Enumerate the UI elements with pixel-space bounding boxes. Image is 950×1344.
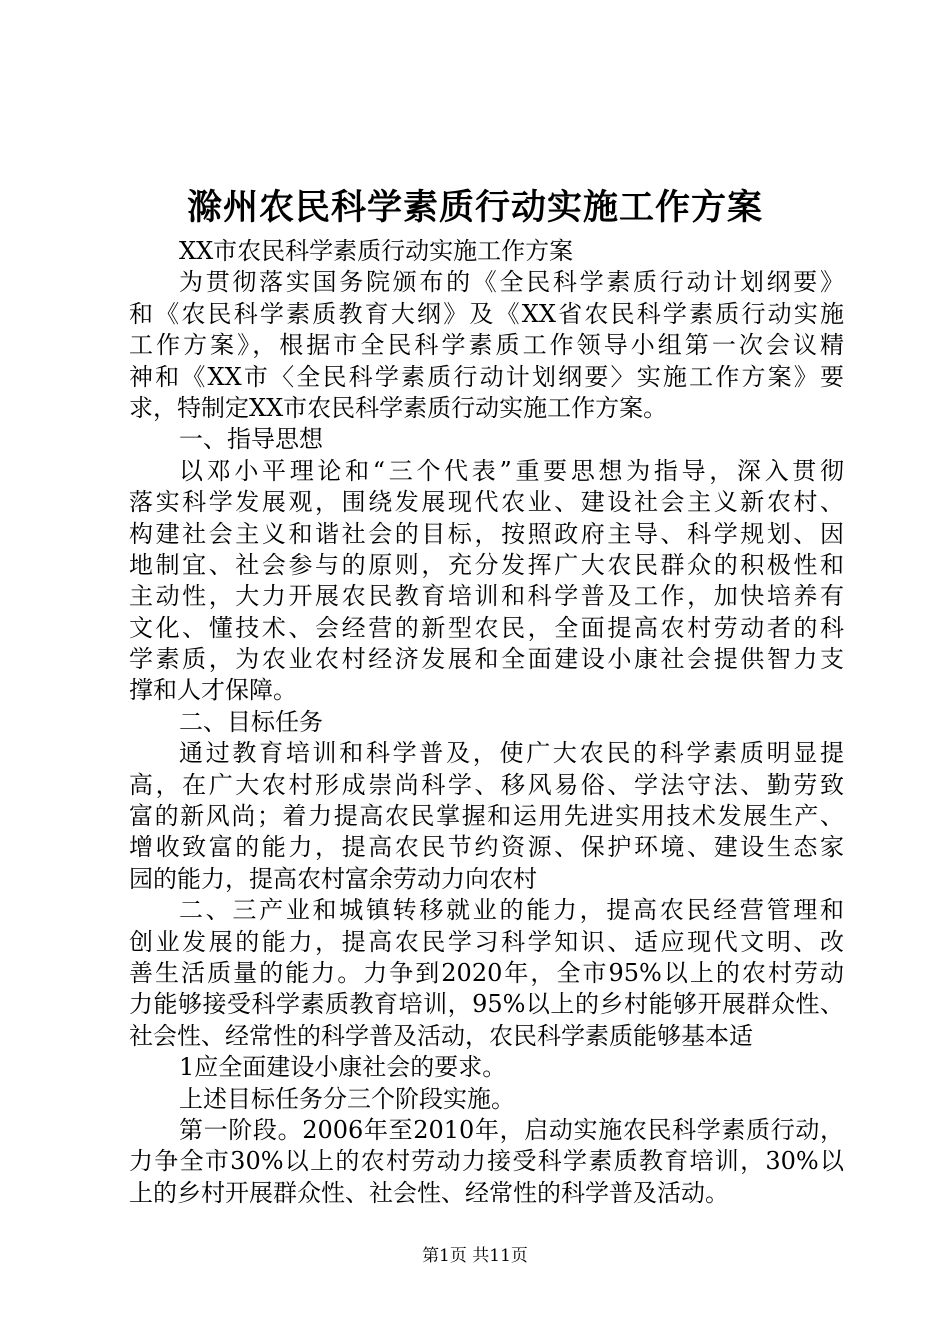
paragraph-line: 上的乡村开展群众性、社会性、经常性的科学普及活动。 [129, 1178, 729, 1207]
paragraph-line: 和《农民科学素质教育大纲》及《XX省农民科学素质行动实施 [129, 299, 844, 328]
paragraph-line: 创业发展的能力，提高农民学习科学知识、适应现代文明、改 [129, 927, 844, 956]
paragraph-line: 高，在广大农村形成崇尚科学、移风易俗、学法守法、勤劳致 [129, 770, 844, 799]
section-heading: 二、目标任务 [179, 707, 323, 736]
paragraph-line: 增收致富的能力，提高农民节约资源、保护环境、建设生态家 [129, 833, 844, 862]
page-footer: 第1页 共11页 [422, 1246, 528, 1266]
paragraph-line: 主动性，大力开展农民教育培训和科学普及工作，加快培养有 [129, 582, 844, 611]
paragraph-line: 为贯彻落实国务院颁布的《全民科学素质行动计划纲要》 [179, 268, 844, 297]
paragraph-line: 构建社会主义和谐社会的目标，按照政府主导、科学规划、因 [129, 519, 844, 548]
paragraph-line: 上述目标任务分三个阶段实施。 [179, 1084, 515, 1113]
paragraph-line: 神和《XX市〈全民科学素质行动计划纲要〉实施工作方案》要 [129, 362, 844, 391]
paragraph-line: 1应全面建设小康社会的要求。 [179, 1053, 507, 1082]
paragraph-line: 善生活质量的能力。力争到2020年，全市95%以上的农村劳动 [129, 958, 844, 987]
section-heading: 一、指导思想 [179, 425, 323, 454]
paragraph-line: 撑和人才保障。 [129, 676, 297, 705]
paragraph-line: 地制宜、社会参与的原则，充分发挥广大农民群众的积极性和 [129, 550, 844, 579]
paragraph-line: 落实科学发展观，围绕发展现代农业、建设社会主义新农村、 [129, 488, 844, 517]
document-body [129, 236, 844, 1209]
paragraph-line: 文化、懂技术、会经营的新型农民，全面提高农村劳动者的科 [129, 613, 844, 642]
paragraph-line: 求，特制定XX市农民科学素质行动实施工作方案。 [129, 393, 668, 422]
paragraph-line: 力争全市30%以上的农村劳动力接受科学素质教育培训，30%以 [129, 1147, 844, 1176]
subtitle-line: XX市农民科学素质行动实施工作方案 [179, 237, 574, 265]
paragraph-line: 工作方案》，根据市全民科学素质工作领导小组第一次会议精 [129, 331, 844, 360]
paragraph-line: 学素质，为农业农村经济发展和全面建设小康社会提供智力支 [129, 645, 844, 674]
paragraph-line: 第一阶段。2006年至2010年，启动实施农民科学素质行动， [179, 1115, 844, 1144]
paragraph-line: 社会性、经常性的科学普及活动，农民科学素质能够基本适 [129, 1021, 753, 1050]
paragraph-line: 富的新风尚；着力提高农民掌握和运用先进实用技术发展生产、 [129, 802, 844, 831]
paragraph-line: 园的能力，提高农村富余劳动力向农村 [129, 864, 537, 893]
document-title: 滁州农民科学素质行动实施工作方案 [186, 187, 763, 228]
paragraph-line: 通过教育培训和科学普及，使广大农民的科学素质明显提 [179, 739, 844, 768]
paragraph-line: 以邓小平理论和“三个代表”重要思想为指导，深入贯彻 [179, 456, 844, 485]
paragraph-line: 力能够接受科学素质教育培训，95%以上的乡村能够开展群众性、 [129, 990, 844, 1019]
paragraph-line: 二、三产业和城镇转移就业的能力，提高农民经营管理和 [179, 896, 844, 925]
